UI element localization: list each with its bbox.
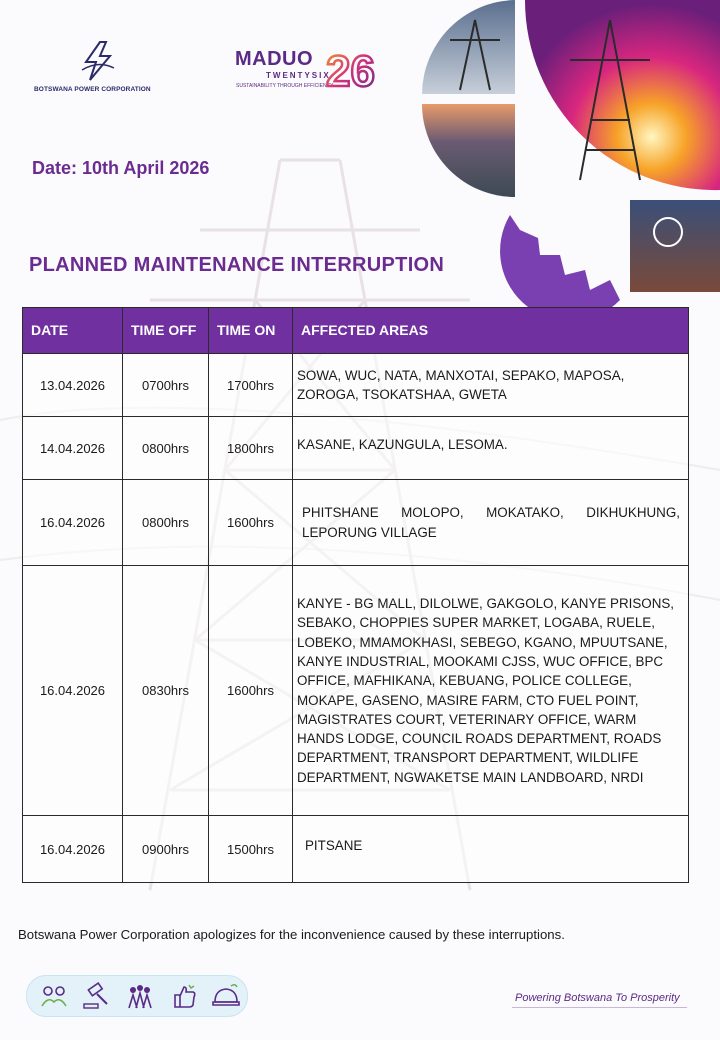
bpc-logo	[34, 40, 164, 100]
cell-date: 16.04.2026	[23, 816, 123, 883]
col-header-time-on: TIME ON	[209, 308, 293, 354]
cell-time-off: 0800hrs	[123, 417, 209, 480]
cell-date: 13.04.2026	[23, 354, 123, 417]
maduo-tagline: SUSTAINABILITY THROUGH EFFICIENCY	[236, 83, 334, 89]
col-header-date: DATE	[23, 308, 123, 354]
interruption-table	[22, 307, 689, 883]
cell-time-on: 1700hrs	[209, 354, 293, 417]
gavel-icon	[81, 982, 111, 1010]
table-row	[23, 354, 689, 417]
thumbs-up-icon	[169, 982, 199, 1010]
maduo-logo	[232, 40, 375, 100]
bpc-logo-text: BOTSWANA POWER CORPORATION	[34, 86, 151, 93]
cell-time-on: 1800hrs	[209, 417, 293, 480]
values-icon-strip	[26, 975, 248, 1017]
table-row	[23, 566, 689, 816]
cell-time-off: 0800hrs	[123, 480, 209, 566]
apology-note: Botswana Power Corporation apologizes for the inconvenience caused by these interruptions.	[18, 927, 565, 942]
cell-date: 14.04.2026	[23, 417, 123, 480]
teamwork-icon	[39, 982, 69, 1010]
maduo-title: MADUO	[235, 48, 314, 70]
cell-time-on: 1500hrs	[209, 816, 293, 883]
cell-time-off: 0700hrs	[123, 354, 209, 417]
page-title: PLANNED MAINTENANCE INTERRUPTION	[29, 254, 445, 276]
table-row	[23, 417, 689, 480]
cell-affected-areas: PHITSHANE MOLOPO, MOKATAKO, DIKHUKHUNG, LEPORUNG VILLAGE	[293, 480, 689, 566]
table-row	[23, 480, 689, 566]
cell-date: 16.04.2026	[23, 480, 123, 566]
cell-affected-areas: KANYE - BG MALL, DILOLWE, GAKGOLO, KANYE PRISONS, SEBAKO, CHOPPIES SUPER MARKET, LOGABA, RUELE, LOBEKO, MMAMOKHASI, SEBEGO, KGANO, MPUUTSANE, KANYE INDUSTRIAL, MOOKAMI CJSS, WUC OFFICE, BPC OFFICE, MAFHIKANA, KEBUANG, POLICE COLLEGE, MOKAPE, GASENO, MASIRE FARM, CTO FUEL POINT, MAGISTRATES COURT, VETERINARY OFFICE, WARM HANDS LODGE, COUNCIL ROADS DEPARTMENT, ROADS DEPARTMENT, TRANSPORT DEPARTMENT, WILDLIFE DEPARTMENT, NGWAKETSE MAIN LANDBOARD, NRDI	[293, 566, 689, 816]
table-row	[23, 816, 689, 883]
cell-affected-areas: SOWA, WUC, NATA, MANXOTAI, SEPAKO, MAPOSA, ZOROGA, TSOKATSHAA, GWETA	[293, 354, 689, 417]
cell-time-off: 0830hrs	[123, 566, 209, 816]
cell-time-off: 0900hrs	[123, 816, 209, 883]
header-photo-collage	[420, 0, 720, 310]
svg-text:26: 26	[326, 47, 375, 96]
cell-affected-areas: KASANE, KAZUNGULA, LESOMA.	[293, 417, 689, 480]
bpc-lightning-icon	[78, 40, 118, 82]
notice-date: Date: 10th April 2026	[32, 158, 210, 178]
col-header-affected-areas: AFFECTED AREAS	[293, 308, 689, 354]
table-header-row	[23, 308, 689, 354]
cell-time-on: 1600hrs	[209, 566, 293, 816]
slogan: Powering Botswana To Prosperity	[515, 992, 680, 1004]
cell-date: 16.04.2026	[23, 566, 123, 816]
slogan-underline	[512, 1007, 687, 1008]
maduo-subtitle: TWENTYSIX	[266, 71, 331, 80]
cell-time-on: 1600hrs	[209, 480, 293, 566]
hard-hat-icon	[211, 982, 241, 1010]
maduo-26-graphic	[324, 40, 375, 96]
people-icon	[125, 982, 155, 1010]
cell-affected-areas: PITSANE	[293, 816, 689, 883]
col-header-time-off: TIME OFF	[123, 308, 209, 354]
